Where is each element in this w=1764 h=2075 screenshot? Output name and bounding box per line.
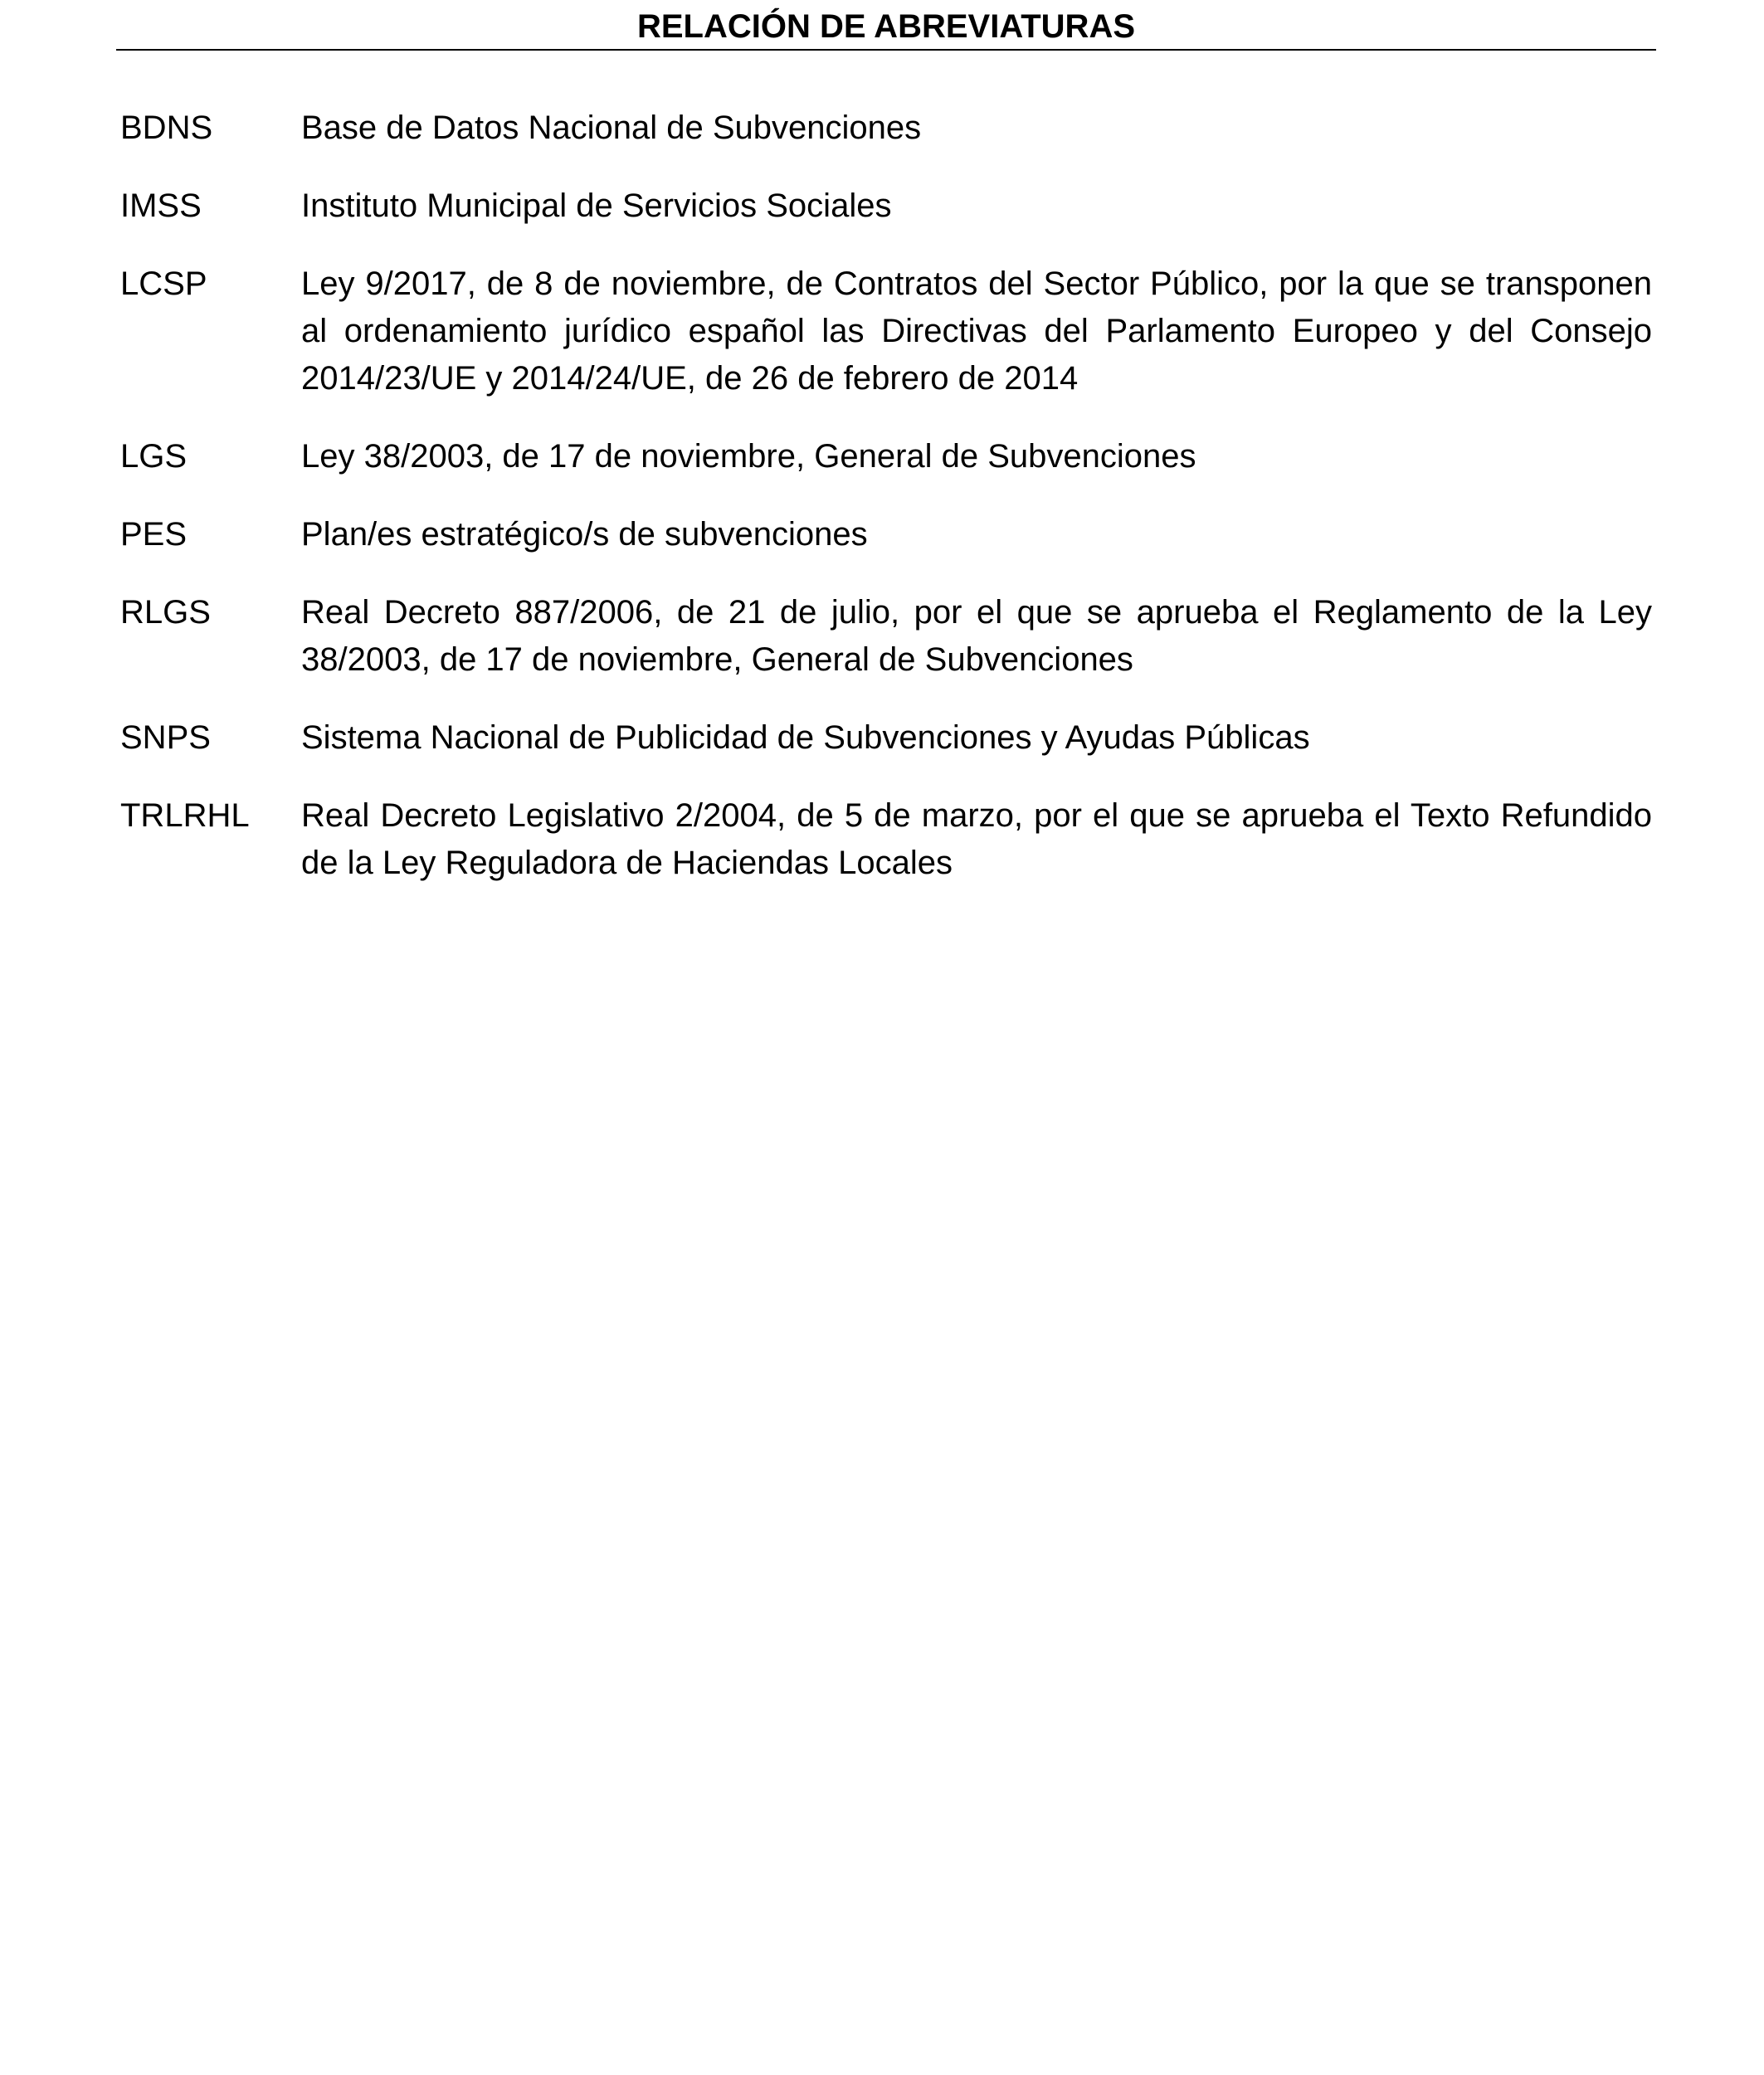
abbreviation-term: RLGS xyxy=(120,594,211,631)
abbreviation-definition: Plan/es estratégico/s de subvenciones xyxy=(301,516,868,553)
title-underline xyxy=(116,49,1656,51)
abbreviation-term: BDNS xyxy=(120,110,213,146)
abbreviation-term: IMSS xyxy=(120,188,202,224)
abbreviation-term: TRLRHL xyxy=(120,797,250,834)
abbreviation-entry xyxy=(120,714,1652,762)
abbreviation-list xyxy=(120,105,1652,918)
abbreviation-entry xyxy=(120,105,1652,152)
abbreviation-entry xyxy=(120,511,1652,558)
abbreviation-definition: Ley 38/2003, de 17 de noviembre, General de Subvenciones xyxy=(301,438,1196,475)
abbreviation-definition: Real Decreto Legislativo 2/2004, de 5 de marzo, por el que se aprueba el Texto Refundido de la Ley Reguladora de Haciendas Locales xyxy=(301,797,1652,881)
abbreviation-definition: Sistema Nacional de Publicidad de Subvenciones y Ayudas Públicas xyxy=(301,719,1310,756)
abbreviation-entry xyxy=(120,589,1652,684)
abbreviation-term: SNPS xyxy=(120,719,211,756)
page-title: RELACIÓN DE ABREVIATURAS xyxy=(636,8,1136,45)
abbreviation-term: LCSP xyxy=(120,265,207,302)
abbreviation-entry xyxy=(120,183,1652,230)
abbreviation-term: PES xyxy=(120,516,188,553)
abbreviation-entry xyxy=(120,792,1652,887)
abbreviation-entry xyxy=(120,433,1652,480)
abbreviation-term: LGS xyxy=(120,438,188,475)
abbreviation-definition: Ley 9/2017, de 8 de noviembre, de Contratos del Sector Público, por la que se transponen al ordenamiento jurídico español las Directivas del Parlamento Europeo y del Consejo 2014/23/UE y 2014/24/UE, de 26 de febrero de 2014 xyxy=(301,265,1652,397)
abbreviation-definition: Instituto Municipal de Servicios Sociales xyxy=(301,188,892,224)
abbreviation-definition: Base de Datos Nacional de Subvenciones xyxy=(301,110,922,146)
abbreviation-entry xyxy=(120,261,1652,402)
abbreviation-definition: Real Decreto 887/2006, de 21 de julio, por el que se aprueba el Reglamento de la Ley 38/2003, de 17 de noviembre, General de Subvenciones xyxy=(301,594,1652,678)
